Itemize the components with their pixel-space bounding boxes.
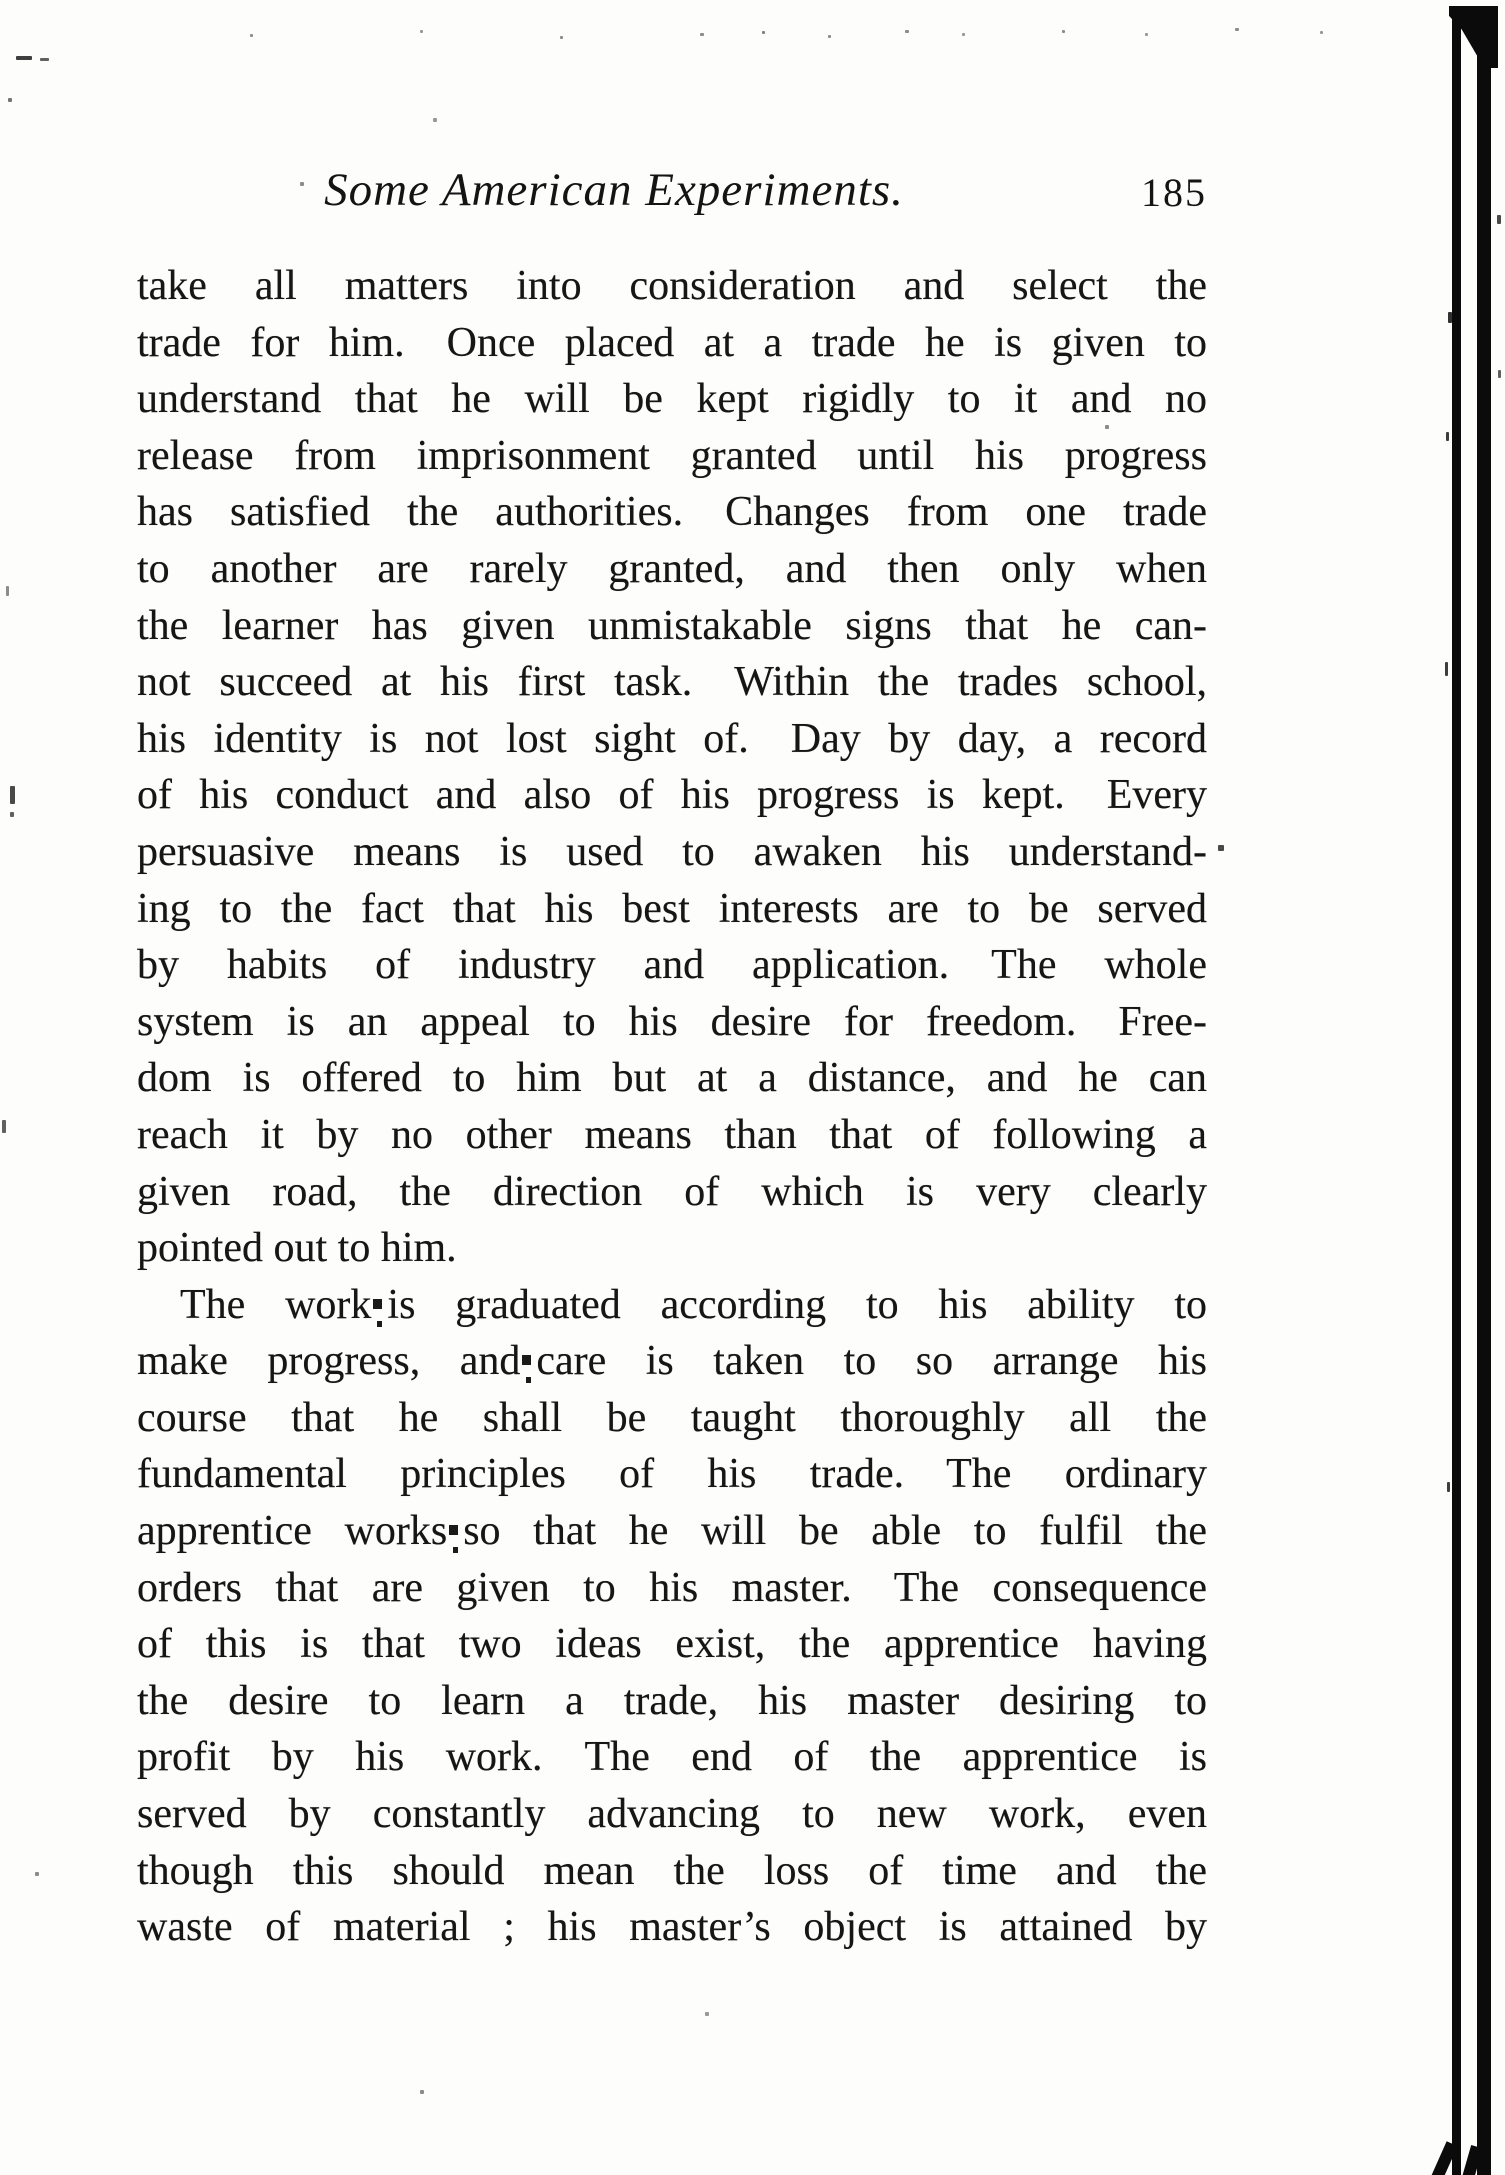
scan-speck-artifact: [1218, 845, 1224, 851]
text-line: dom is offered to him but at a distance, and he can: [137, 1055, 1207, 1102]
scan-speck-artifact: [1235, 28, 1239, 31]
scan-speck-artifact: [250, 34, 253, 37]
text-line: waste of material ; his master’s object is attained by: [137, 1904, 1207, 1951]
scan-speck-artifact: [10, 786, 15, 804]
scan-speck-artifact: [2, 1120, 6, 1133]
text-line: by habits of industry and application. The whole: [137, 942, 1207, 989]
scan-speck-artifact: [300, 182, 304, 186]
text-line: apprentice works so that he will be able to fulfil the: [137, 1508, 1208, 1555]
scan-speck-artifact: [1105, 425, 1109, 429]
text-line: fundamental principles of his trade. The ordinary: [137, 1451, 1207, 1498]
text-line: of this is that two ideas exist, the apprentice having: [137, 1621, 1207, 1668]
scan-speck-artifact: [40, 58, 49, 61]
text-line: served by constantly advancing to new work, even: [137, 1791, 1207, 1838]
text-line: course that he shall be taught thoroughly all the: [137, 1394, 1207, 1441]
scan-speck-artifact: [1498, 370, 1501, 378]
text-line: not succeed at his first task. Within the trades school,: [137, 659, 1207, 706]
text-line: The work is graduated according to his ability to: [180, 1281, 1207, 1328]
scan-speck-artifact: [705, 2012, 709, 2016]
scan-speck-artifact: [1446, 432, 1449, 441]
running-header: [137, 163, 1207, 223]
text-line: reach it by no other means than that of following a: [137, 1111, 1207, 1158]
text-line: of his conduct and also of his progress is kept. Every: [137, 772, 1207, 819]
scan-speck-artifact: [762, 31, 765, 34]
page-edge-line-artifact: [1477, 20, 1491, 2175]
scan-speck-artifact: [10, 812, 14, 817]
scan-speck-artifact: [1445, 662, 1448, 676]
page-body: [137, 258, 1207, 1956]
scan-speck-artifact: [1497, 215, 1501, 224]
scan-speck-artifact: [1447, 1482, 1450, 1492]
scan-speck-artifact: [962, 33, 965, 36]
scan-speck-artifact: [1320, 31, 1323, 34]
text-line: to another are rarely granted, and then only when: [137, 545, 1207, 592]
page-edge-line-artifact: [1452, 16, 1461, 2175]
text-line: persuasive means is used to awaken his understand-: [137, 828, 1207, 875]
paragraph: [137, 258, 1207, 1277]
text-line: system is an appeal to his desire for freedom. Free-: [137, 998, 1207, 1045]
text-line: the learner has given unmistakable signs that he can-: [137, 602, 1207, 649]
text-line: take all matters into consideration and select the: [137, 263, 1207, 309]
text-line: profit by his work. The end of the apprentice is: [137, 1734, 1207, 1781]
scan-speck-artifact: [1062, 30, 1065, 33]
scan-speck-artifact: [700, 33, 704, 36]
text-line: release from imprisonment granted until his progress: [137, 432, 1207, 479]
text-line: given road, the direction of which is very clearly: [137, 1168, 1207, 1215]
scan-speck-artifact: [905, 30, 909, 33]
text-line: orders that are given to his master. The consequence: [137, 1564, 1207, 1611]
running-header-title: Some American Experiments.: [324, 164, 904, 216]
scan-speck-artifact: [1145, 33, 1148, 36]
scan-speck-artifact: [6, 586, 9, 596]
text-line: ing to the fact that his best interests are to be served: [137, 885, 1207, 932]
text-line: his identity is not lost sight of. Day by day, a record: [137, 715, 1207, 762]
scan-speck-artifact: [420, 30, 423, 33]
scan-speck-artifact: [560, 36, 563, 39]
text-line: understand that he will be kept rigidly to it and no: [137, 376, 1207, 423]
scan-speck-artifact: [1448, 312, 1452, 323]
paragraph: [137, 1277, 1207, 1956]
scan-speck-artifact: [35, 1872, 39, 1876]
text-line: trade for him. Once placed at a trade he is given to: [137, 319, 1207, 366]
scan-speck-artifact: [433, 118, 437, 122]
ink-blot-artifact: [373, 1299, 382, 1309]
text-line: though this should mean the loss of time and the: [137, 1847, 1207, 1894]
text-line: pointed out to him.: [137, 1225, 457, 1272]
page-number: 185: [1141, 170, 1207, 215]
ink-blot-artifact: [449, 1525, 458, 1535]
text-line: the desire to learn a trade, his master desiring to: [137, 1677, 1207, 1724]
scan-speck-artifact: [16, 56, 32, 60]
scan-speck-artifact: [420, 2090, 424, 2094]
scan-speck-artifact: [8, 98, 12, 102]
text-line: has satisfied the authorities. Changes from one trade: [137, 489, 1207, 536]
ink-blot-artifact: [522, 1355, 531, 1365]
scan-speck-artifact: [930, 962, 933, 965]
scan-speck-artifact: [828, 35, 831, 38]
text-line: make progress, and care is taken to so arrange his: [137, 1338, 1207, 1385]
